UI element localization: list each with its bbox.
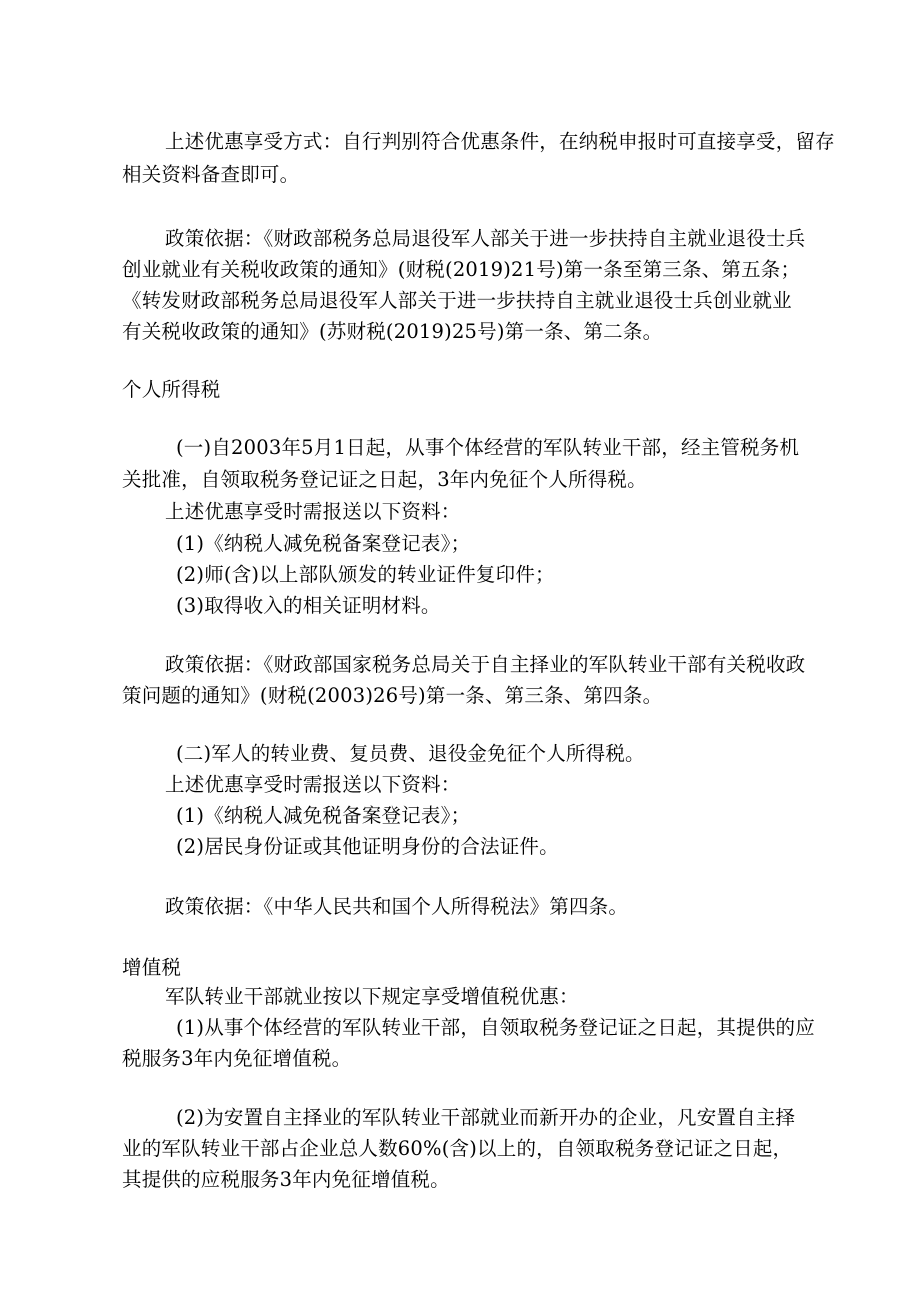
list-item: 业的军队转业干部占企业总人数60%(含)以上的，自领取税务登记证之日起，	[122, 1137, 793, 1160]
list-item: (2)为安置自主择业的军队转业干部就业而新开办的企业，凡安置自主择	[176, 1106, 796, 1129]
list-item: (1)《纳税人减免税备案登记表》；	[176, 532, 471, 555]
list-item: (2)师(含)以上部队颁发的转业证件复印件；	[176, 563, 555, 586]
policy-basis-line: 《转发财政部税务总局退役军人部关于进一步扶持自主就业退役士兵创业就业	[122, 289, 792, 312]
paragraph-line: 上述优惠享受时需报送以下资料：	[165, 773, 461, 796]
list-item: 税服务3年内免征增值税。	[122, 1047, 352, 1070]
policy-basis-line: 创业就业有关税收政策的通知》(财税(2019)21号)第一条至第三条、第五条；	[122, 258, 801, 281]
paragraph-line: 军队转业干部就业按以下规定享受增值税优惠：	[165, 985, 579, 1008]
paragraph-line: 相关资料备查即可。	[122, 163, 300, 186]
paragraph-line: (二)军人的转业费、复员费、退役金免征个人所得税。	[176, 742, 645, 765]
list-item: (2)居民身份证或其他证明身份的合法证件。	[176, 835, 559, 858]
list-item: (1)《纳税人减免税备案登记表》；	[176, 804, 471, 827]
paragraph-line: 关批准，自领取税务登记证之日起，3年内免征个人所得税。	[122, 468, 647, 491]
section-heading: 个人所得税	[122, 378, 221, 401]
policy-basis-line: 政策依据：《财政部国家税务总局关于自主择业的军队转业干部有关税收政	[165, 653, 806, 676]
paragraph-line: 上述优惠享受时需报送以下资料：	[165, 500, 461, 523]
policy-basis-line: 有关税收政策的通知》(苏财税(2019)25号)第一条、第二条。	[122, 320, 663, 343]
policy-basis-line: 政策依据：《中华人民共和国个人所得税法》第四条。	[165, 895, 629, 918]
policy-basis-line: 政策依据：《财政部税务总局退役军人部关于进一步扶持自主就业退役士兵	[165, 227, 806, 250]
list-item: 其提供的应税服务3年内免征增值税。	[122, 1168, 450, 1191]
paragraph-line: (一)自2003年5月1日起，从事个体经营的军队转业干部，经主管税务机	[176, 436, 800, 459]
policy-basis-line: 策问题的通知》(财税(2003)26号)第一条、第三条、第四条。	[122, 684, 663, 707]
paragraph-line: 上述优惠享受方式：自行判别符合优惠条件，在纳税申报时可直接享受，留存	[165, 130, 835, 153]
list-item: (3)取得收入的相关证明材料。	[176, 594, 441, 617]
section-heading: 增值税	[122, 956, 182, 979]
list-item: (1)从事个体经营的军队转业干部，自领取税务登记证之日起，其提供的应	[176, 1016, 815, 1039]
